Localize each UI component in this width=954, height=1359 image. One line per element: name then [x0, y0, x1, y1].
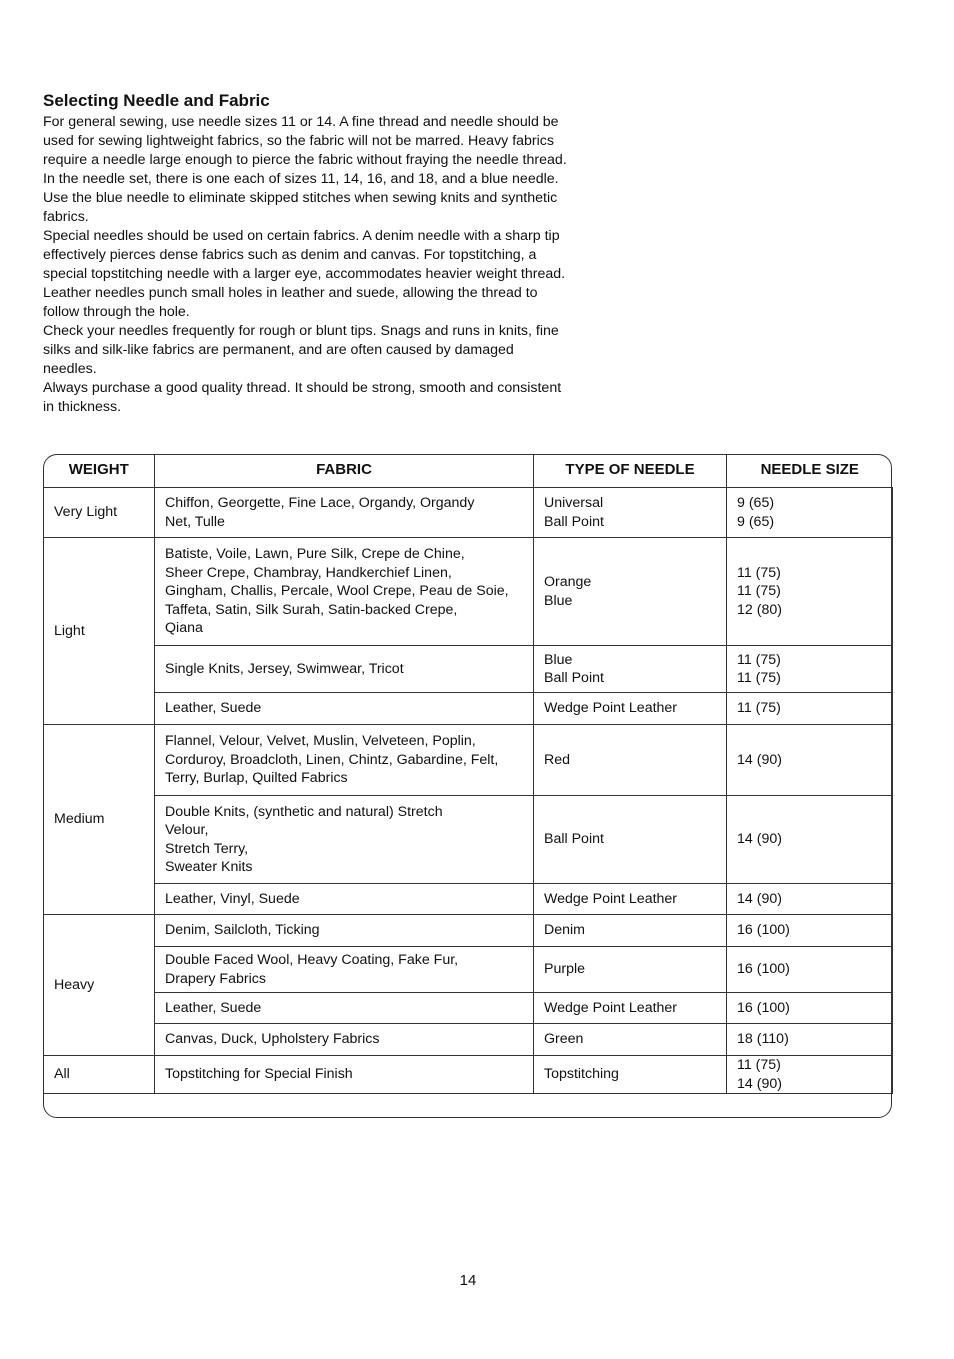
needle-size-line: 11 (75) — [737, 1057, 781, 1073]
intro-line: Check your needles frequently for rough or blunt tips. Snags and runs in knits, fine — [43, 323, 559, 339]
header-weight: WEIGHT — [44, 454, 155, 488]
needle-size-line: 16 (100) — [737, 922, 790, 939]
needle-type-line: Red — [544, 751, 571, 768]
needle-size-cell — [727, 538, 893, 646]
needle-type-cell — [534, 796, 727, 884]
needle-type-cell — [534, 488, 727, 538]
intro-line: Special needles should be used on certain fabrics. A denim needle with a sharp tip — [43, 228, 560, 244]
needle-size-cell — [727, 947, 893, 993]
fabric-line: Flannel, Velour, Velvet, Muslin, Velveteen, Poplin, — [165, 733, 476, 750]
fabric-line: Leather, Vinyl, Suede — [165, 890, 300, 907]
intro-line: For general sewing, use needle sizes 11 or 14. A fine thread and needle should be — [43, 114, 559, 130]
needle-size-cell — [727, 796, 893, 884]
needle-type-line: Green — [544, 1031, 584, 1048]
intro-paragraph — [43, 227, 643, 322]
fabric-cell — [155, 488, 534, 538]
needle-size-line: 14 (90) — [737, 751, 782, 768]
weight-cell: Heavy — [44, 915, 155, 1056]
needle-size-cell — [727, 693, 893, 725]
needle-type-line: Blue — [544, 651, 573, 668]
table-row — [44, 796, 893, 884]
fabric-line: Taffeta, Satin, Silk Surah, Satin-backed Crepe, — [165, 601, 458, 618]
intro-line: needles. — [43, 361, 97, 377]
needle-type-cell — [534, 1024, 727, 1056]
intro-line: Use the blue needle to eliminate skipped stitches when sewing knits and synthetic — [43, 190, 558, 206]
table-row — [44, 646, 893, 693]
intro-line: require a needle large enough to pierce the fabric without fraying the needle thread. — [43, 152, 567, 168]
needle-type-line: Ball Point — [544, 831, 604, 848]
needle-size-cell — [727, 1056, 893, 1094]
fabric-line: Double Knits, (synthetic and natural) Stretch — [165, 803, 443, 820]
weight-cell: Light — [44, 538, 155, 725]
fabric-line: Drapery Fabrics — [165, 970, 266, 987]
needle-type-line: Universal — [544, 495, 604, 511]
page-number: 14 — [459, 1272, 477, 1289]
header-type-of-needle: TYPE OF NEEDLE — [534, 454, 727, 488]
needle-size-line: 18 (110) — [737, 1031, 789, 1048]
needle-type-line: Ball Point — [544, 513, 604, 530]
fabric-line: Leather, Suede — [165, 999, 262, 1016]
fabric-line: Batiste, Voile, Lawn, Pure Silk, Crepe de Chine, — [165, 546, 465, 563]
weight-cell: Medium — [44, 725, 155, 915]
fabric-line: Gingham, Challis, Percale, Wool Crepe, Peau de Soie, — [165, 583, 509, 600]
needle-type-line: Ball Point — [544, 670, 604, 686]
needle-type-line: Purple — [544, 961, 586, 978]
intro-line: effectively pierces dense fabrics such as denim and canvas. For topstitching, a — [43, 247, 537, 263]
table-row — [44, 1056, 893, 1094]
fabric-line: Stretch Terry, — [165, 840, 249, 857]
fabric-line: Net, Tulle — [165, 513, 225, 530]
intro-line: special topstitching needle with a larger eye, accommodates heavier weight thread. — [43, 266, 566, 282]
header-fabric: FABRIC — [155, 454, 534, 488]
fabric-line: Chiffon, Georgette, Fine Lace, Organdy, Organdy — [165, 495, 475, 511]
intro-line: In the needle set, there is one each of sizes 11, 14, 16, and 18, and a blue needle. — [43, 171, 559, 187]
section-heading: Selecting Needle and Fabric — [43, 91, 270, 110]
needle-fabric-table — [43, 454, 893, 1094]
fabric-cell — [155, 725, 534, 796]
weight-cell: All — [44, 1056, 155, 1094]
needle-size-line: 11 (75) — [737, 651, 781, 668]
fabric-cell — [155, 947, 534, 993]
fabric-line: Sweater Knits — [165, 859, 253, 875]
fabric-cell — [155, 884, 534, 915]
needle-size-line: 11 (75) — [737, 700, 781, 717]
needle-size-cell — [727, 915, 893, 947]
intro-line: in thickness. — [43, 399, 122, 415]
fabric-line: Velour, — [165, 822, 209, 838]
needle-size-line: 14 (90) — [737, 890, 782, 907]
intro-line: follow through the hole. — [43, 304, 190, 320]
intro-paragraph — [43, 322, 643, 379]
needle-type-cell — [534, 725, 727, 796]
fabric-cell — [155, 693, 534, 725]
intro-line: silks and silk-like fabrics are permanent, and are often caused by damaged — [43, 342, 514, 358]
fabric-cell — [155, 538, 534, 646]
table-row — [44, 725, 893, 796]
needle-type-cell — [534, 538, 727, 646]
fabric-line: Corduroy, Broadcloth, Linen, Chintz, Gabardine, Felt, — [165, 751, 499, 768]
needle-type-line: Denim — [544, 922, 585, 939]
needle-size-cell — [727, 993, 893, 1024]
table-body — [44, 488, 893, 1094]
fabric-line: Sheer Crepe, Chambray, Handkerchief Linen, — [165, 564, 452, 581]
needle-type-line: Wedge Point Leather — [544, 999, 678, 1016]
needle-type-line: Wedge Point Leather — [544, 700, 678, 717]
needle-type-cell — [534, 693, 727, 725]
needle-type-cell — [534, 646, 727, 693]
intro-line: fabrics. — [43, 209, 89, 225]
needle-type-cell — [534, 884, 727, 915]
needle-size-cell — [727, 1024, 893, 1056]
needle-size-line: 14 (90) — [737, 831, 782, 848]
fabric-line: Terry, Burlap, Quilted Fabrics — [165, 770, 348, 787]
weight-cell: Very Light — [44, 488, 155, 538]
table-row — [44, 884, 893, 915]
fabric-cell — [155, 915, 534, 947]
needle-size-line: 14 (90) — [737, 1075, 782, 1092]
intro-paragraph — [43, 113, 643, 227]
fabric-cell — [155, 796, 534, 884]
fabric-line: Denim, Sailcloth, Ticking — [165, 922, 320, 939]
table-row — [44, 947, 893, 993]
needle-size-line: 11 (75) — [737, 583, 781, 600]
intro-paragraph — [43, 379, 643, 417]
fabric-line: Leather, Suede — [165, 700, 262, 717]
fabric-line: Canvas, Duck, Upholstery Fabrics — [165, 1031, 380, 1048]
fabric-cell — [155, 1024, 534, 1056]
fabric-line: Topstitching for Special Finish — [165, 1066, 353, 1083]
needle-size-line: 9 (65) — [737, 513, 775, 530]
needle-size-cell — [727, 646, 893, 693]
needle-size-line: 16 (100) — [737, 999, 790, 1016]
needle-type-line: Topstitching — [544, 1066, 619, 1083]
needle-type-cell — [534, 1056, 727, 1094]
needle-size-line: 11 (75) — [737, 564, 781, 581]
needle-type-line: Wedge Point Leather — [544, 890, 678, 907]
needle-type-cell — [534, 947, 727, 993]
table-row — [44, 693, 893, 725]
table-row — [44, 1024, 893, 1056]
needle-size-line: 9 (65) — [737, 495, 775, 511]
needle-size-cell — [727, 725, 893, 796]
needle-type-line: Blue — [544, 592, 573, 609]
needle-size-line: 16 (100) — [737, 961, 790, 978]
needle-type-cell — [534, 915, 727, 947]
table-row — [44, 993, 893, 1024]
fabric-line: Double Faced Wool, Heavy Coating, Fake Fur, — [165, 952, 459, 968]
fabric-line: Qiana — [165, 620, 203, 637]
intro-line: Leather needles punch small holes in leather and suede, allowing the thread to — [43, 285, 538, 301]
needle-size-cell — [727, 488, 893, 538]
needle-type-cell — [534, 993, 727, 1024]
fabric-cell — [155, 646, 534, 693]
intro-text — [43, 113, 643, 417]
fabric-line: Single Knits, Jersey, Swimwear, Tricot — [165, 660, 404, 677]
header-needle-size: NEEDLE SIZE — [727, 454, 893, 488]
needle-type-line: Orange — [544, 574, 592, 590]
fabric-cell — [155, 993, 534, 1024]
needle-size-line: 12 (80) — [737, 601, 782, 618]
table-row — [44, 538, 893, 646]
intro-line: Always purchase a good quality thread. It should be strong, smooth and consistent — [43, 380, 562, 396]
table-header-row — [44, 454, 893, 488]
table-row — [44, 915, 893, 947]
needle-size-line: 11 (75) — [737, 670, 781, 686]
needle-size-cell — [727, 884, 893, 915]
intro-line: used for sewing lightweight fabrics, so the fabric will not be marred. Heavy fabrics — [43, 133, 554, 149]
fabric-cell — [155, 1056, 534, 1094]
table-row — [44, 488, 893, 538]
